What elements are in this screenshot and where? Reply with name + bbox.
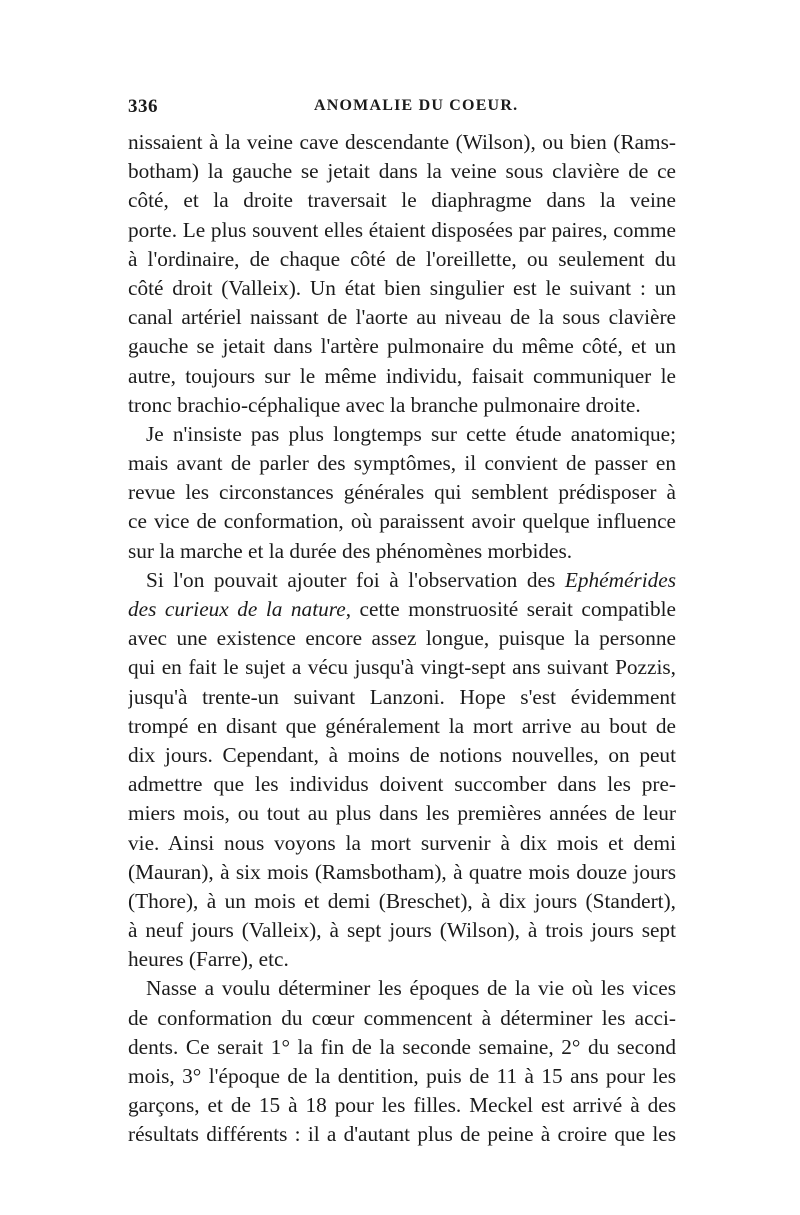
text-line: à neuf jours (Valleix), à sept jours (Wilson), à trois jours sept — [128, 918, 676, 943]
text-line: porte. Le plus souvent elles étaient disposées par paires, comme — [128, 217, 676, 242]
text-line: qui en fait le sujet a vécu jusqu'à vingt-sept ans suivant Pozzis, — [128, 655, 676, 680]
text-line: trompé en disant que généralement la mort arrive au bout de — [128, 713, 676, 738]
text-line: vie. Ainsi nous voyons la mort survenir à dix mois et demi — [128, 830, 676, 855]
text-line: côté, et la droite traversait le diaphragme dans la veine — [128, 188, 676, 213]
text-line: dents. Ce serait 1° la fin de la seconde semaine, 2° du second — [128, 1034, 676, 1059]
text-line: garçons, et de 15 à 18 pour les filles. Meckel est arrivé à des — [128, 1093, 676, 1118]
text-line: autre, toujours sur le même individu, faisait communiquer le — [128, 363, 676, 388]
text-line: (Thore), à un mois et demi (Breschet), à dix jours (Standert), — [128, 888, 676, 913]
page-number: 336 — [128, 96, 158, 117]
text-line: Je n'insiste pas plus longtemps sur cette étude anatomique; — [146, 421, 676, 446]
text-line: botham) la gauche se jetait dans la veine sous clavière de ce — [128, 159, 676, 184]
text-line: jusqu'à trente-un suivant Lanzoni. Hope s'est évidemment — [128, 684, 676, 709]
text-line: heures (Farre), etc. — [128, 947, 289, 972]
text-line: canal artériel naissant de l'aorte au niveau de la sous clavière — [128, 305, 676, 330]
text-line: miers mois, ou tout au plus dans les premières années de leur — [128, 801, 676, 826]
text-line: ce vice de conformation, où paraissent avoir quelque influence — [128, 509, 676, 534]
text-line: tronc brachio-céphalique avec la branche pulmonaire droite. — [128, 392, 641, 417]
text-line — [128, 566, 676, 595]
text-run: , cette monstruosité serait compatible — [345, 597, 676, 621]
paragraph-3 — [128, 566, 676, 975]
text-line: résultats différents : il a d'autant plus de peine à croire que les — [128, 1122, 676, 1147]
running-head — [128, 96, 676, 122]
text-line: sur la marche et la durée des phénomènes morbides. — [128, 538, 573, 563]
text-line: à l'ordinaire, de chaque côté de l'oreillette, ou seulement du — [128, 246, 676, 271]
paragraph-1 — [128, 128, 676, 420]
text-line: de conformation du cœur commencent à déterminer les acci- — [128, 1005, 676, 1030]
body-text — [128, 128, 676, 1150]
text-line: mais avant de parler des symptômes, il convient de passer en — [128, 451, 676, 476]
text-line: Nasse a voulu déterminer les époques de la vie où les vices — [146, 976, 676, 1001]
text-line: nissaient à la veine cave descendante (Wilson), ou bien (Rams- — [128, 130, 676, 154]
paragraph-4 — [128, 974, 676, 1149]
text-line: dix jours. Cependant, à moins de notions nouvelles, on peut — [128, 742, 676, 767]
italic-title-run: Ephémérides — [564, 567, 676, 592]
text-line: (Mauran), à six mois (Ramsbotham), à quatre mois douze jours — [128, 859, 676, 884]
text-line — [128, 595, 676, 624]
text-line: gauche se jetait dans l'artère pulmonaire du même côté, et un — [128, 334, 676, 359]
text-line: mois, 3° l'époque de la dentition, puis de 11 à 15 ans pour les — [128, 1064, 676, 1088]
text-line: admettre que les individus doivent succomber dans les pre- — [128, 772, 676, 797]
text-line: côté droit (Valleix). Un état bien singulier est le suivant : un — [128, 275, 676, 300]
paragraph-2 — [128, 420, 676, 566]
running-title: ANOMALIE DU COEUR. — [314, 97, 519, 114]
text-run: Si l'on pouvait ajouter foi à l'observation des — [146, 567, 565, 592]
italic-title-run: des curieux de la nature — [128, 597, 346, 621]
text-line: revue les circonstances générales qui semblent prédisposer à — [128, 480, 676, 505]
text-line: avec une existence encore assez longue, puisque la personne — [128, 626, 676, 651]
